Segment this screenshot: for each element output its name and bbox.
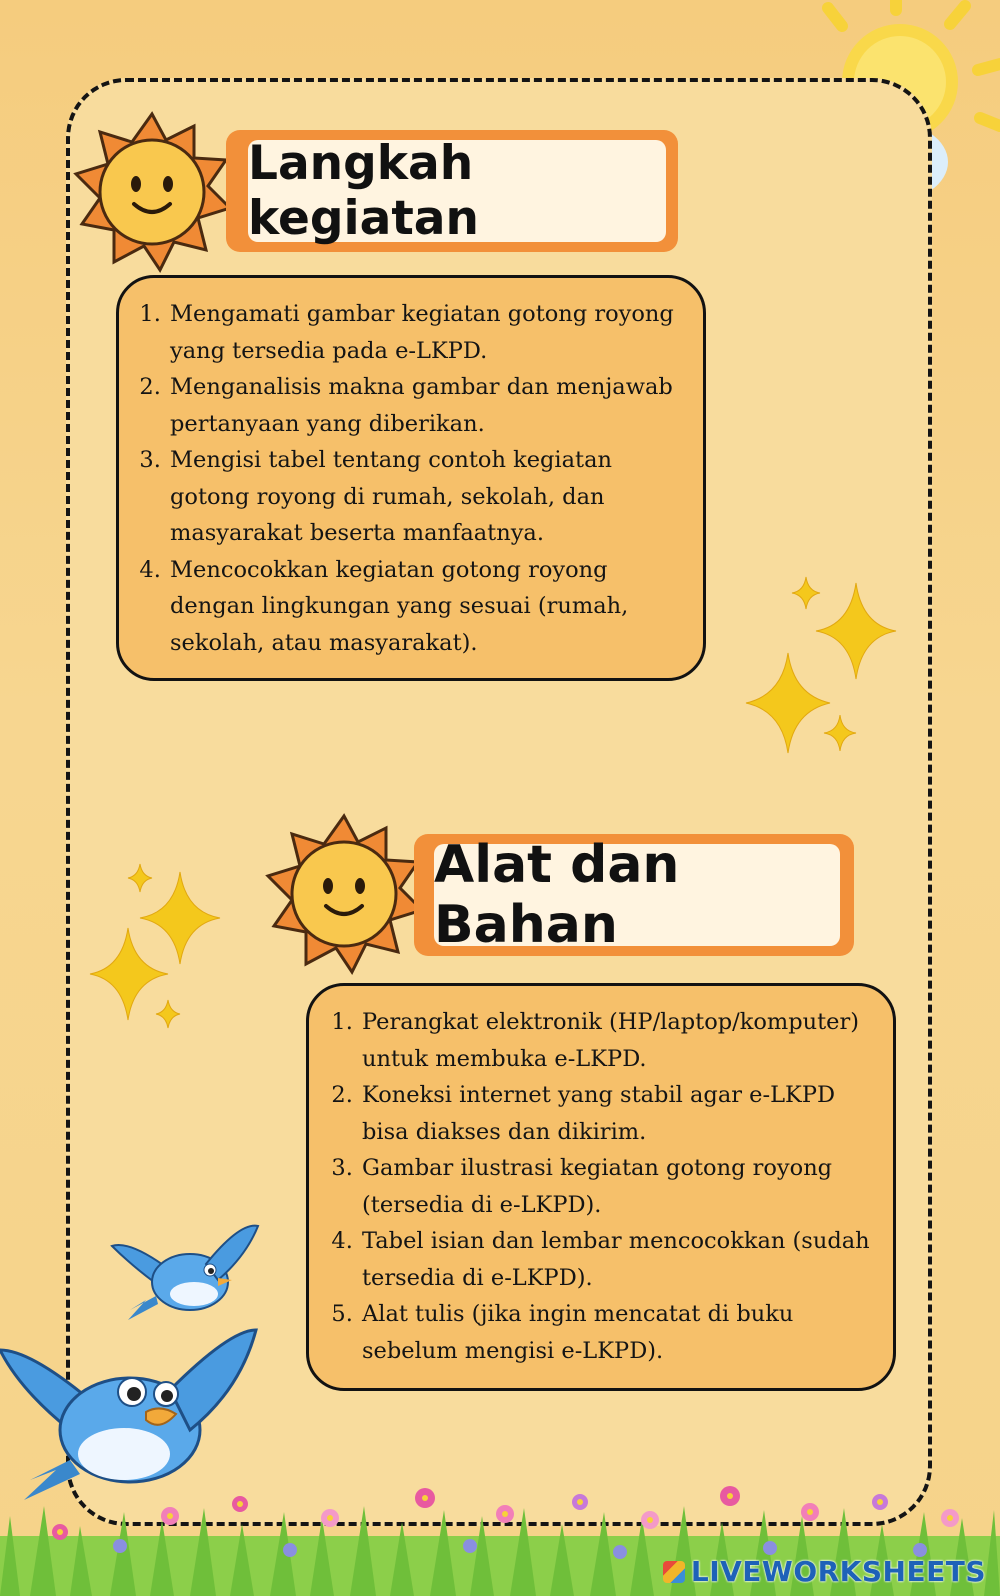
- list-item: 4. Mencocokkan kegiatan gotong royong dengan lingkungan yang sesuai (rumah, sekolah, atau masyarakat).: [168, 552, 687, 662]
- smiling-sun-icon: [262, 812, 426, 976]
- brand-name: LIVEWORKSHEETS: [690, 1555, 986, 1588]
- activity-steps-box: [116, 275, 706, 681]
- section2-title-banner: [414, 834, 854, 956]
- liveworksheets-logo: [663, 1555, 986, 1588]
- section1-title-banner: [226, 130, 678, 252]
- list-item: 2. Koneksi internet yang stabil agar e-LKPD bisa diakses dan dikirim.: [360, 1077, 887, 1150]
- page-title: Langkah kegiatan: [248, 140, 666, 242]
- list-item: 5. Alat tulis (jika ingin mencatat di buku sebelum mengisi e-LKPD).: [360, 1296, 887, 1369]
- sparkle-icon: [740, 575, 910, 775]
- list-item: 1. Perangkat elektronik (HP/laptop/komputer) untuk membuka e-LKPD.: [360, 1004, 887, 1077]
- sparkle-icon: [88, 862, 228, 1032]
- tools-materials-list: [309, 1004, 887, 1369]
- brand-logo-icon: [663, 1561, 685, 1583]
- section-title: Alat dan Bahan: [434, 844, 840, 946]
- smiling-sun-icon: [70, 110, 234, 274]
- activity-steps-list: [119, 296, 687, 661]
- tools-materials-box: [306, 983, 896, 1391]
- list-item: 3. Gambar ilustrasi kegiatan gotong royong (tersedia di e-LKPD).: [360, 1150, 887, 1223]
- list-item: 3. Mengisi tabel tentang contoh kegiatan gotong royong di rumah, sekolah, dan masyarakat beserta manfaatnya.: [168, 442, 687, 552]
- list-item: 4. Tabel isian dan lembar mencocokkan (sudah tersedia di e-LKPD).: [360, 1223, 887, 1296]
- list-item: 2. Menganalisis makna gambar dan menjawab pertanyaan yang diberikan.: [168, 369, 687, 442]
- small-bird-illustration: [110, 1220, 260, 1330]
- list-item: 1. Mengamati gambar kegiatan gotong royong yang tersedia pada e-LKPD.: [168, 296, 687, 369]
